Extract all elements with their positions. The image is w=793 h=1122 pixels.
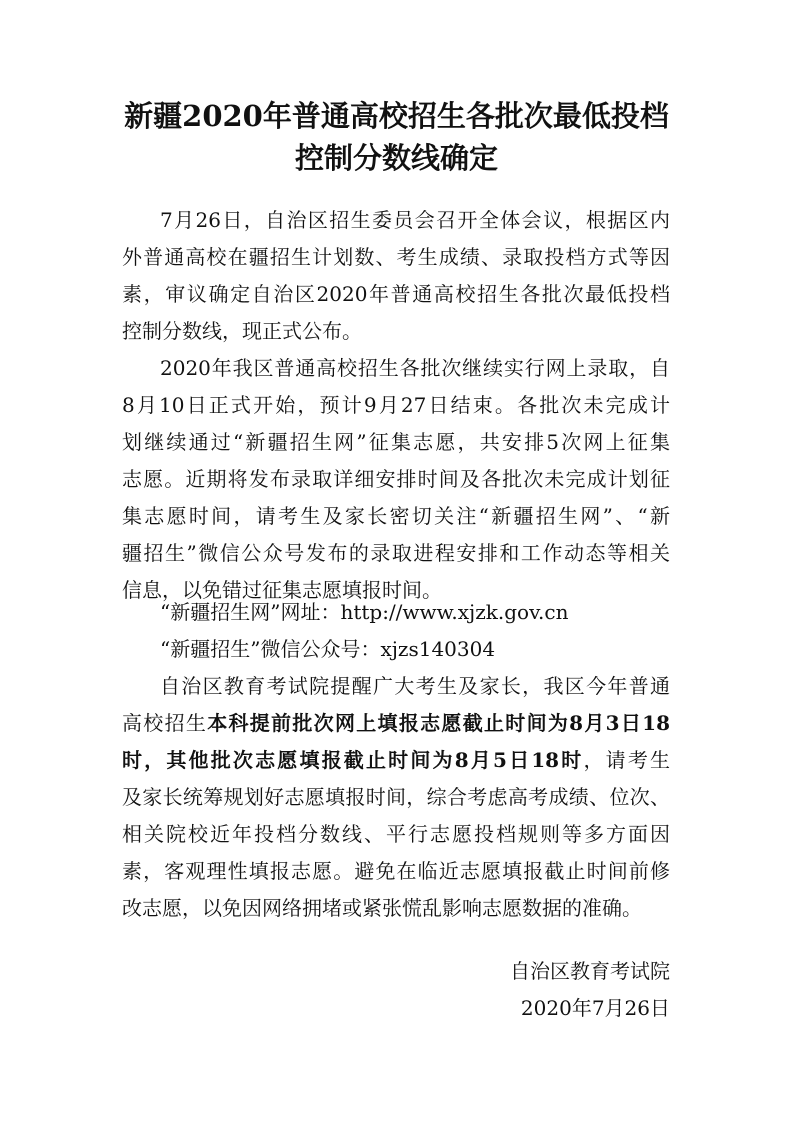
paragraph-1-line-2: 外普通高校在疆招生计划数、考生成绩、录取投档方式等因 [122,245,670,269]
signature-organization: 自治区教育考试院 [510,959,670,983]
title-line-2: 控制分数线确定 [294,141,498,175]
title-line-1: 新疆2020年普通高校招生各批次最低投档 [124,99,669,133]
paragraph-2-line-7: 信息，以免错过征集志愿填报时间。 [122,578,442,602]
paragraph-2-line-5: 集志愿时间，请考生及家长密切关注“新疆招生网”、“新 [122,504,670,528]
paragraph-3-line-2-text: 高校招生 [122,711,208,735]
paragraph-1-line-1: 7月26日，自治区招生委员会召开全体会议，根据区内 [160,208,670,232]
paragraph-3-line-4: 及家长统筹规划好志愿填报时间，综合考虑高考成绩、位次、 [122,785,670,809]
paragraph-2-line-2: 8月10日正式开始，预计9月27日结束。各批次未完成计 [122,393,670,417]
signature-date: 2020年7月26日 [520,996,670,1020]
paragraph-3-line-6: 素，客观理性填报志愿。避免在临近志愿填报截止时间前修 [122,859,670,883]
paragraph-3-line-2 [122,709,670,737]
website-line: “新疆招生网”网址：http://www.xjzk.gov.cn [160,600,569,624]
deadline-highlight-1: 本科提前批次网上填报志愿截止时间为8月3日18 [207,711,671,735]
paragraph-2-line-6: 疆招生”微信公众号发布的录取进程安排和工作动态等相关 [122,541,670,565]
paragraph-3-line-1: 自治区教育考试院提醒广大考生及家长，我区今年普通 [160,674,670,698]
paragraph-2-line-3: 划继续通过“新疆招生网”征集志愿，共安排5次网上征集 [122,430,670,454]
paragraph-1-line-4: 控制分数线，现正式公布。 [122,319,362,343]
wechat-line: “新疆招生”微信公众号：xjzs140304 [160,637,496,661]
deadline-highlight-2: 时，其他批次志愿填报截止时间为8月5日18时 [122,748,584,772]
paragraph-2-line-4: 志愿。近期将发布录取详细安排时间及各批次未完成计划征 [122,467,670,491]
paragraph-3-line-7: 改志愿，以免因网络拥堵或紧张慌乱影响志愿数据的准确。 [122,896,642,920]
paragraph-3-line-3 [122,746,670,774]
paragraph-3-line-3-text: ，请考生 [583,748,670,772]
paragraph-1-line-3: 素，审议确定自治区2020年普通高校招生各批次最低投档 [122,282,670,306]
paragraph-2-line-1: 2020年我区普通高校招生各批次继续实行网上录取，自 [160,356,670,380]
paragraph-3-line-5: 相关院校近年投档分数线、平行志愿投档规则等多方面因 [122,822,670,846]
